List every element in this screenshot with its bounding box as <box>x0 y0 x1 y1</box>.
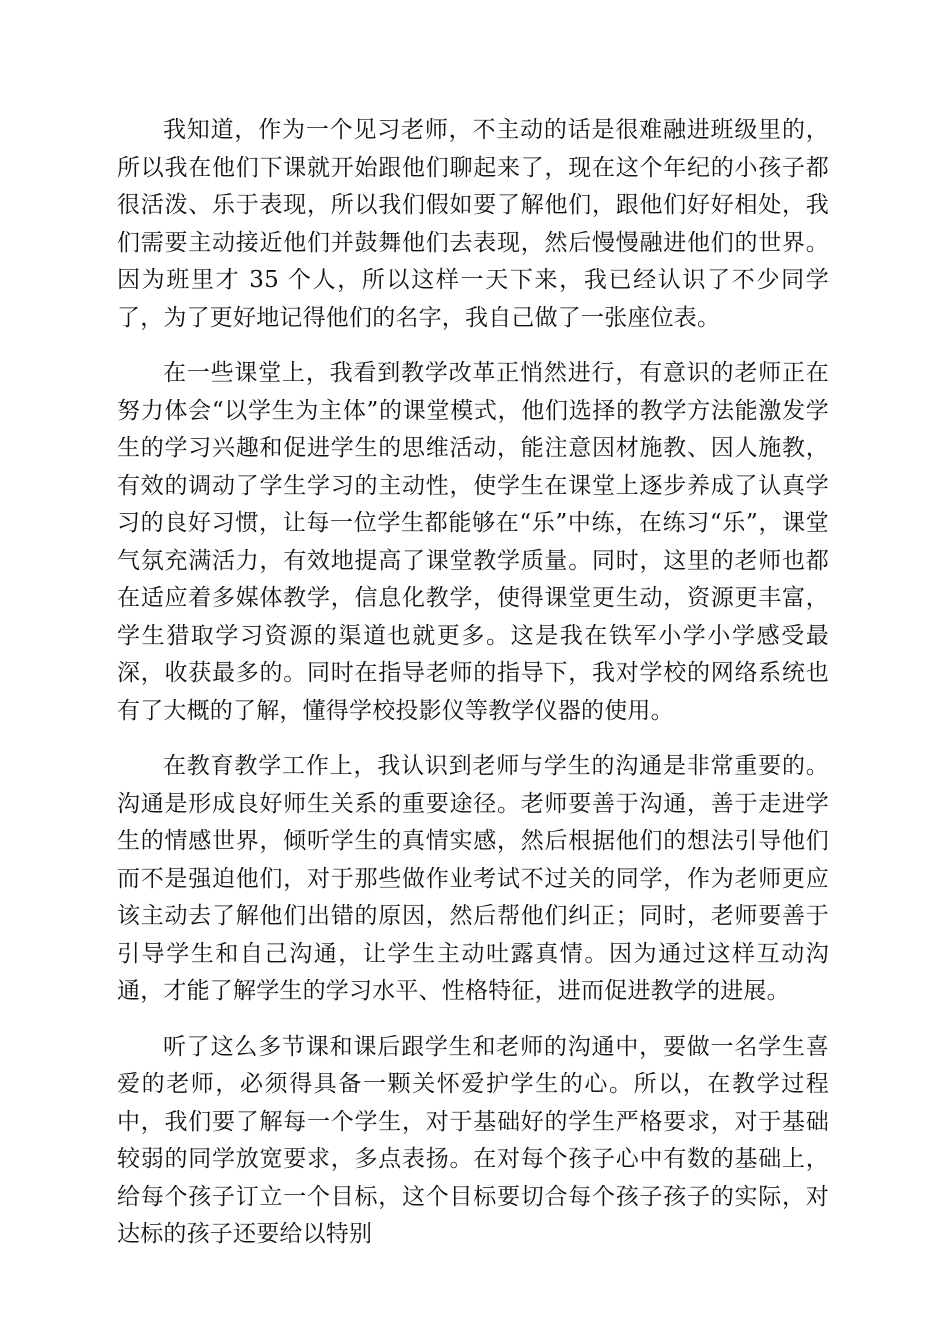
paragraph-4: 听了这么多节课和课后跟学生和老师的沟通中，要做一名学生喜爱的老师，必须得具备一颗关怀爱护学生的心。所以，在教学过程中，我们要了解每一个学生，对于基础好的学生严格要求，对于基础较弱的同学放宽要求，多点表扬。在对每个孩子心中有数的基础上，给每个孩子订立一个目标，这个目标要切合每个孩子孩子的实际，对达标的孩子还要给以特别 <box>117 1033 829 1247</box>
paragraph-2: 在一些课堂上，我看到教学改革正悄然进行，有意识的老师正在努力体会“以学生为主体”的课堂模式，他们选择的教学方法能激发学生的学习兴趣和促进学生的思维活动，能注意因材施教、因人施教，有效的调动了学生学习的主动性，使学生在课堂上逐步养成了认真学习的良好习惯，让每一位学生都能够在“乐”中练，在练习“乐”，课堂气氛充满活力，有效地提高了课堂教学质量。同时，这里的老师也都在适应着多媒体教学，信息化教学，使得课堂更生动，资源更丰富，学生猎取学习资源的渠道也就更多。这是我在铁军小学小学感受最深，收获最多的。同时在指导老师的指导下，我对学校的网络系统也有了大概的了解，懂得学校投影仪等教学仪器的使用。 <box>117 360 829 724</box>
paragraph-3: 在教育教学工作上，我认识到老师与学生的沟通是非常重要的。沟通是形成良好师生关系的重要途径。老师要善于沟通，善于走进学生的情感世界，倾听学生的真情实感，然后根据他们的想法引导他们而不是强迫他们，对于那些做作业考试不过关的同学，作为老师更应该主动去了解他们出错的原因，然后帮他们纠正；同时，老师要善于引导学生和自己沟通，让学生主动吐露真情。因为通过这样互动沟通，才能了解学生的学习水平、性格特征，进而促进教学的进展。 <box>117 753 829 1004</box>
document-body <box>117 112 829 1272</box>
paragraph-1: 我知道，作为一个见习老师，不主动的话是很难融进班级里的，所以我在他们下课就开始跟他们聊起来了，现在这个年纪的小孩子都很活泼、乐于表现，所以我们假如要了解他们，跟他们好好相处，我们需要主动接近他们并鼓舞他们去表现，然后慢慢融进他们的世界。因为班里才 35 个人，所以这样一天下来，我已经认识了不少同学了，为了更好地记得他们的名字，我自己做了一张座位表。 <box>117 117 829 331</box>
